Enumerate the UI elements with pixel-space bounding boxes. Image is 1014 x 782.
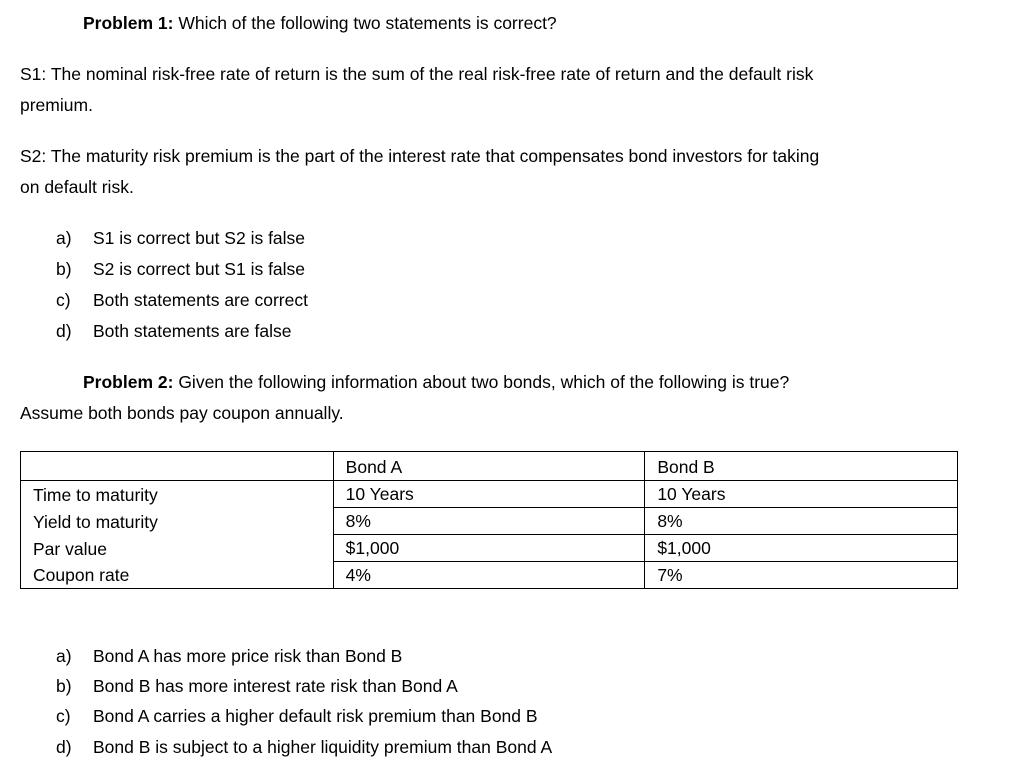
table-cell: 7% xyxy=(645,562,958,589)
table-cell: Coupon rate xyxy=(21,562,334,589)
option-text: Bond A has more price risk than Bond B xyxy=(93,646,403,666)
option-letter: b) xyxy=(56,259,72,279)
table-row xyxy=(21,562,958,589)
table-cell: 4% xyxy=(333,562,645,589)
option-letter: b) xyxy=(56,676,72,696)
option-letter: d) xyxy=(56,737,72,757)
table-row xyxy=(21,508,958,535)
problem1-heading xyxy=(83,13,557,34)
problem1-question: Which of the following two statements is correct? xyxy=(173,13,557,33)
table-cell: Time to maturity xyxy=(21,481,334,508)
table-cell: $1,000 xyxy=(645,535,958,562)
problem2-heading xyxy=(83,372,789,393)
table-cell: 10 Years xyxy=(645,481,958,508)
option-text: Bond B is subject to a higher liquidity premium than Bond A xyxy=(93,737,553,757)
option-text: Bond A carries a higher default risk premium than Bond B xyxy=(93,706,538,726)
option-letter: a) xyxy=(56,646,72,666)
option-letter: d) xyxy=(56,321,72,341)
option-letter: a) xyxy=(56,228,72,248)
table-header-cell: Bond A xyxy=(333,452,645,481)
option-text: S1 is correct but S2 is false xyxy=(93,228,306,248)
option-letter: c) xyxy=(56,706,71,726)
option-text: Both statements are correct xyxy=(93,290,308,310)
problem2-label: Problem 2: xyxy=(83,372,174,392)
table-cell: Yield to maturity xyxy=(21,508,334,535)
problem1-label: Problem 1: xyxy=(83,13,174,33)
option-text: Bond B has more interest rate risk than Bond A xyxy=(93,676,458,696)
statement-s2-line1: S2: The maturity risk premium is the part of the interest rate that compensates bond investors for taking xyxy=(20,146,820,166)
table-header-cell: Bond B xyxy=(645,452,958,481)
table-cell: 10 Years xyxy=(333,481,645,508)
table-cell: Par value xyxy=(21,535,334,562)
table-row xyxy=(21,481,958,508)
table-cell: $1,000 xyxy=(333,535,645,562)
table-header-row xyxy=(21,452,958,481)
statement-s1-line2: premium. xyxy=(20,95,93,115)
problem2-question: Given the following information about two bonds, which of the following is true? xyxy=(173,372,790,392)
statement-s2-line2: on default risk. xyxy=(20,177,134,197)
option-letter: c) xyxy=(56,290,71,310)
problem2-question-line2: Assume both bonds pay coupon annually. xyxy=(20,403,344,423)
option-text: S2 is correct but S1 is false xyxy=(93,259,306,279)
statement-s1-line1: S1: The nominal risk-free rate of return is the sum of the real risk-free rate of return and the default risk xyxy=(20,64,814,84)
table-row xyxy=(21,535,958,562)
table-header-cell xyxy=(21,452,334,481)
table-cell: 8% xyxy=(645,508,958,535)
option-text: Both statements are false xyxy=(93,321,292,341)
bond-comparison-table xyxy=(20,451,958,589)
table-cell: 8% xyxy=(333,508,645,535)
